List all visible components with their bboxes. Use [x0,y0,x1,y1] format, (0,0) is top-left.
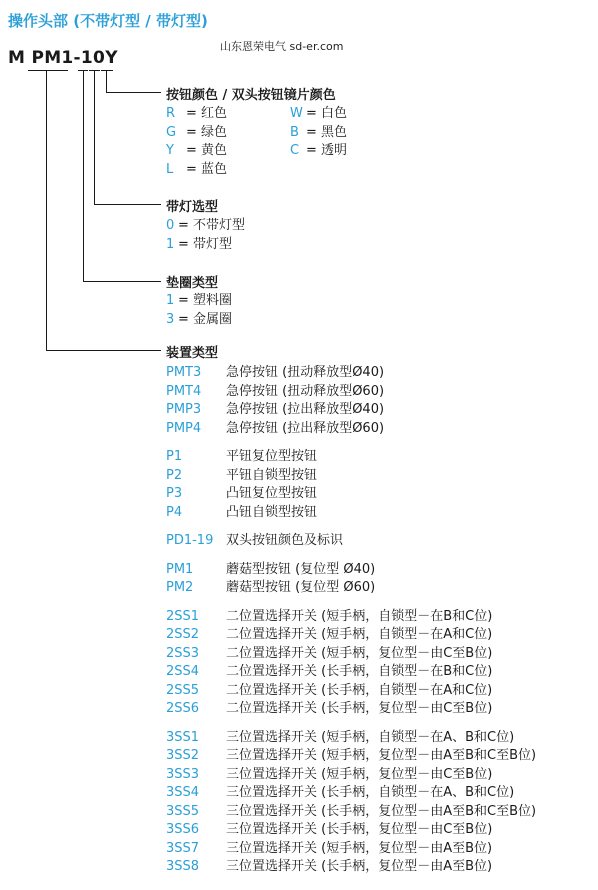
section-heading-color: 按钮颜色 / 双头按钮镜片颜色 [166,88,336,103]
item-code: 2SS4 [166,664,200,679]
list-item [166,445,317,464]
item-description: = 白色 [306,106,348,121]
item-description: = 红色 [186,106,228,121]
item-code: G [166,124,177,140]
connector-washer-v [83,70,84,281]
item-code: 3SS8 [166,859,200,874]
item-description: 急停按钮 (扭动释放型Ø60) [226,383,385,399]
list-item [166,558,375,577]
model-part-lamp: 0 [93,48,106,68]
item-code: 2SS5 [166,682,200,698]
connector-lamp-h [94,204,161,205]
item-description: 平钮自锁型按钮 [226,467,318,483]
item-description: = 蓝色 [186,161,228,177]
connector-device-h [46,350,161,351]
list-item [166,289,232,308]
connector-color-h [106,92,161,93]
item-code: P4 [166,504,183,520]
connector-color-v [106,70,107,92]
list-item [166,482,317,501]
item-code: 3SS3 [166,766,200,782]
item-description: = 金属圈 [178,311,233,327]
list-item [166,102,227,121]
item-description: 二位置选择开关 (短手柄，自锁型－在A和C位) [226,627,493,642]
item-description: = 黑色 [306,124,348,140]
list-item [290,139,347,158]
list-item [166,763,492,782]
item-description: 蘑菇型按钮 (复位型 Ø40) [226,561,376,577]
item-description: 平钮复位型按钮 [226,449,318,464]
list-item [166,308,232,327]
item-code: 3SS5 [166,803,200,819]
watermark-text: 山东恩荣电气 sd-er.com [220,40,344,53]
item-code: 3SS7 [166,840,200,856]
item-description: 三位置选择开关 (长手柄，复位型－由A至B位) [226,859,493,874]
model-prefix: M [8,48,26,68]
item-description: 三位置选择开关 (短手柄，自锁型－在A、B和C位) [226,729,515,745]
list-item [166,679,492,698]
model-part-color: Y [105,48,118,68]
item-description: 蘑菇型按钮 (复位型 Ø60) [226,580,376,595]
list-item [166,380,384,399]
model-part-washer: 1 [80,48,94,68]
item-description: = 绿色 [186,124,228,140]
item-code: P3 [166,486,183,501]
item-description: 三位置选择开关 (长手柄，复位型－由A至B和C至B位) [226,803,537,819]
list-item [166,642,492,661]
item-description: 三位置选择开关 (短手柄，复位型－由A至B位) [226,840,493,856]
page-title: 操作头部 (不带灯型 / 带灯型) [8,12,208,30]
list-item [166,800,536,819]
list-item [290,121,347,140]
item-code: 1 [166,236,175,252]
list-item [166,818,492,837]
model-part-series: PM1 [31,48,74,68]
item-code: PD1-19 [166,533,214,548]
item-description: 二位置选择开关 (长手柄，自锁型－在A和C位) [226,682,493,698]
item-code: P2 [166,467,183,483]
list-item [166,121,227,140]
item-code: 2SS2 [166,627,200,642]
section-heading-device: 装置类型 [166,346,219,361]
list-item [166,398,384,417]
model-dash: - [73,48,81,68]
item-code: R [166,106,176,121]
list-item [166,837,492,856]
item-description: 二位置选择开关 (长手柄，自锁型－在B和C位) [226,664,493,679]
list-item [166,464,317,483]
item-description: 急停按钮 (扭动释放型Ø40) [226,365,385,380]
list-item [166,576,375,595]
underline-color [101,70,113,71]
list-item [166,744,536,763]
item-code: 0 [166,218,175,233]
underline-series [28,70,68,71]
item-code: L [166,161,174,177]
item-description: 二位置选择开关 (长手柄，复位型－由C至B位) [226,701,493,716]
item-code: C [290,143,300,158]
list-item [166,660,492,679]
item-code: PMT4 [166,383,202,399]
item-code: 2SS6 [166,701,200,716]
list-item [166,529,343,548]
item-description: 双头按钮颜色及标识 [226,533,344,548]
item-description: = 带灯型 [178,236,233,252]
item-code: B [290,124,299,140]
item-code: PMT3 [166,365,202,380]
list-item [166,501,317,520]
model-code [8,48,118,68]
item-description: 三位置选择开关 (长手柄，复位型－由C至B位) [226,822,493,837]
connector-lamp-v [94,70,95,204]
item-code: PM1 [166,561,194,577]
list-item [166,781,514,800]
item-code: PM2 [166,580,194,595]
item-code: 3SS4 [166,785,200,800]
item-description: 二位置选择开关 (短手柄，复位型－由C至B位) [226,645,493,661]
item-description: = 塑料圈 [178,293,233,308]
list-item [166,605,492,624]
item-description: = 不带灯型 [178,218,246,233]
list-item [290,102,347,121]
item-code: P1 [166,449,183,464]
item-code: W [290,106,303,121]
item-code: Y [166,143,174,158]
item-code: PMP3 [166,402,202,417]
item-description: 急停按钮 (拉出释放型Ø40) [226,402,385,417]
list-item [166,417,384,436]
item-code: 3SS6 [166,822,200,837]
list-item [166,855,492,874]
item-code: 3SS2 [166,748,200,763]
connector-device-v [46,70,47,350]
item-description: 三位置选择开关 (短手柄，复位型－由A至B和C至B位) [226,748,537,763]
section-heading-washer: 垫圈类型 [166,276,219,291]
item-code: PMP4 [166,420,202,436]
item-description: 二位置选择开关 (短手柄，自锁型－在B和C位) [226,608,493,624]
item-description: 凸钮复位型按钮 [226,486,318,501]
list-item [166,361,384,380]
item-description: = 透明 [306,143,348,158]
item-description: 凸钮自锁型按钮 [226,504,318,520]
item-description: 三位置选择开关 (短手柄，复位型－由C至B位) [226,766,493,782]
connector-washer-h [83,281,161,282]
item-code: 3SS1 [166,729,200,745]
list-item [166,233,232,252]
list-item [166,726,514,745]
list-item [166,697,492,716]
item-code: 2SS1 [166,608,200,624]
list-item [166,214,245,233]
item-code: 1 [166,293,175,308]
item-description: 急停按钮 (拉出释放型Ø60) [226,420,385,436]
item-code: 2SS3 [166,645,200,661]
section-heading-lamp: 带灯选型 [166,200,219,215]
list-item [166,158,227,177]
list-item [166,623,492,642]
list-item [166,139,227,158]
item-description: = 黄色 [186,143,228,158]
item-description: 三位置选择开关 (长手柄，自锁型－在A、B和C位) [226,785,515,800]
item-code: 3 [166,311,175,327]
